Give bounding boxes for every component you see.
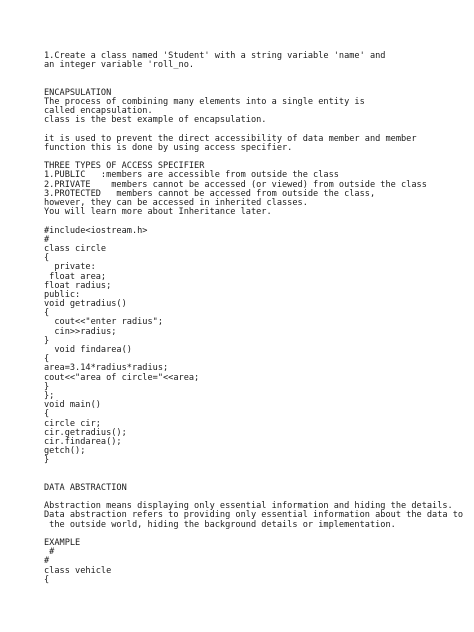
text-line: 2.PRIVATE members cannot be accessed (or viewed) from outside the class [44,179,427,190]
code-line: } [44,335,50,346]
text-line: however, they can be accessed in inherited classes. [44,198,308,208]
section-heading: DATA ABSTRACTION [44,482,127,493]
code-line: } [44,381,50,392]
text-line [44,70,454,79]
text-line: an integer variable 'roll_no. [44,60,195,71]
code-line: private: [44,262,96,273]
text-line: Data abstraction refers to providing only essential information about the data to [44,510,464,521]
code-line: # [44,234,50,245]
code-line: cir.findarea(); [44,436,122,447]
code-line: { [44,253,50,264]
text-line: the outside world, hiding the background details or implementation. [44,519,396,530]
text-line: 1.Create a class named 'Student' with a string variable 'name' and [44,51,386,61]
code-line: getch(); [44,446,86,457]
code-line: { [44,574,50,585]
code-line: void getradius() [44,299,127,310]
text-line: function this is done by using access specifier. [44,142,293,153]
text-line: it is used to prevent the direct accessibility of data member and member [44,133,417,144]
text-line [44,465,454,474]
text-line: called encapsulation. [44,106,153,117]
code-line: # [44,556,50,567]
code-line: class vehicle [44,565,112,576]
code-line: }; [44,390,55,401]
code-line: { [44,409,50,420]
text-line: 1.PUBLIC :members are accessible from outside the class [44,170,339,181]
text-line: You will learn more about Inheritance later. [44,207,272,218]
code-line: { [44,308,50,319]
code-line: cir.getradius(); [44,427,127,438]
text-line: class is the best example of encapsulation. [44,115,267,126]
code-line: circle cir; [44,418,101,429]
code-line: cout<<"enter radius"; [44,317,163,328]
code-line: void main() [44,400,101,411]
code-line: cin>>radius; [44,326,117,337]
code-line: float area; [44,271,107,282]
text-line: Abstraction means displaying only essential information and hiding the details. [44,501,453,512]
text-line: The process of combining many elements into a single entity is [44,96,365,107]
text-line: 3.PROTECTED members cannot be accessed from outside the class, [44,188,376,199]
section-heading: THREE TYPES OF ACCESS SPECIFIER [44,161,205,172]
text-line [44,530,454,539]
code-line: public: [44,289,81,300]
code-line: void findarea() [44,345,132,355]
section-heading: ENCAPSULATION [44,87,112,98]
section-heading: EXAMPLE [44,537,81,548]
code-line: } [44,455,50,466]
code-line: area=3.14*radius*radius; [44,363,169,374]
code-line: float radius; [44,280,112,291]
code-line: class circle [44,243,107,254]
code-line: cout<<"area of circle="<<area; [44,372,200,383]
code-line: { [44,354,50,365]
code-line: #include<iostream.h> [44,225,148,236]
code-line: # [44,547,55,558]
